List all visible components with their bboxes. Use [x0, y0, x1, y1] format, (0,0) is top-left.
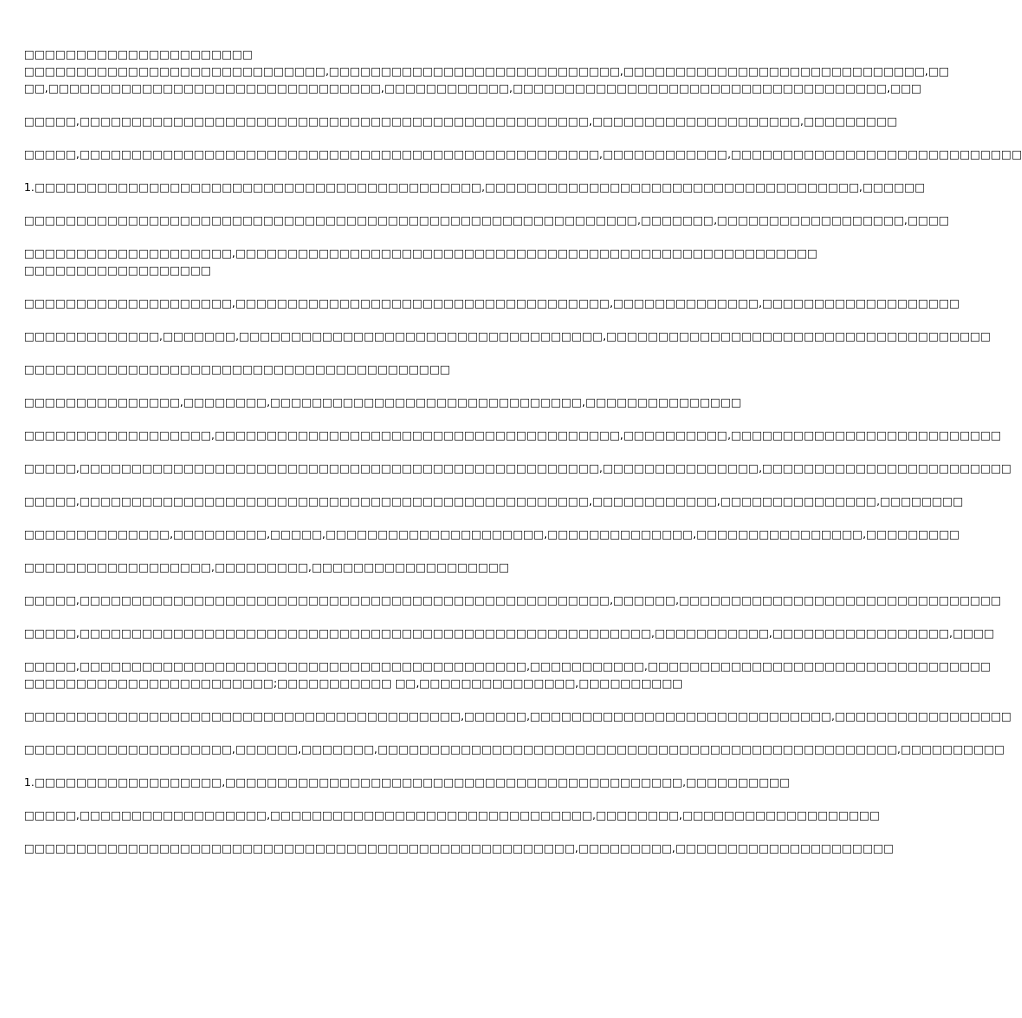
doc-title-line: □□□□□□□□□□□□□□□□□□□□□□: [24, 48, 253, 61]
doc-line: □□□□□□□□□□□□□□□□□□□□□□□□□□□□□□□□□□□□□□□□□□□□□□□□□□□□□□□□□□□,□□□□□□□,□□□□□□□□□□□□□□□□□□,□□□□: [24, 214, 950, 227]
doc-line: □□□□□□□□□□□□□□□□□□□□□□□□□□□□□□□□□□□□□□□□□□□□□□□□□□□□□,□□□□□□□□□,□□□□□□□□□□□□□□□□□□□□□: [24, 842, 894, 855]
doc-line: □□□□□□□□□□□□□□□□□□□□,□□□□□□□□□□□□□□□□□□□□□□□□□□□□□□□□□□□□□□□□□□□□□□□□□□□□□□□□: [24, 247, 818, 260]
doc-line: □□□□□□□□□□□□□□□□□□,□□□□□□□□□□□□□□□□□□□□□□□□□□□□□□□□□□□□□□□,□□□□□□□□□□,□□□□□□□□□□□□□□□□□□□□□□□□□□: [24, 429, 1002, 442]
doc-line: 1.□□□□□□□□□□□□□□□□□□,□□□□□□□□□□□□□□□□□□□□□□□□□□□□□□□□□□□□□□□□□□□□,□□□□□□□□□□: [24, 776, 790, 789]
doc-line: □□□□□,□□□□□□□□□□□□□□□□□□□□□□□□□□□□□□□□□□□□□□□□□□□□□□□□□□,□□□□□□□□□□□□,□□□□□□□□□□□□□□□□□□□□□□□□□□□□: [24, 148, 1022, 161]
doc-line: □□□□□□□□□□□□□□□,□□□□□□□□,□□□□□□□□□□□□□□□□□□□□□□□□□□□□□□,□□□□□□□□□□□□□□□: [24, 396, 742, 409]
doc-line: □□□□□,□□□□□□□□□□□□□□□□□□□□□□□□□□□□□□□□□□□□□□□□□□□□□□□□□□□,□□□□□□,□□□□□□□□□□□□□□□□□□□□□□□□□□□□□□□: [24, 594, 1002, 607]
doc-line: □□□□□□□□□□□□□□□□□□□□,□□□□□□,□□□□□□□,□□□□□□□□□□□□□□□□□□□□□□□□□□□□□□□□□□□□□□□□□□□□□□□□□□,□□□□□□□□□□: [24, 743, 1005, 756]
doc-line: □□□□□,□□□□□□□□□□□□□□□□□□□□□□□□□□□□□□□□□□□□□□□□□□□□□□□□□□□□□□□,□□□□□□□□□□□,□□□□□□□□□□□□□□□□□,□□□□: [24, 627, 995, 640]
doc-line: □□□□□,□□□□□□□□□□□□□□□□□□□□□□□□□□□□□□□□□□□□□□□□□□□,□□□□□□□□□□□,□□□□□□□□□□□□□□□□□□□□□□□□□□□□□□□□□: [24, 660, 991, 673]
doc-line: □□□□□□□□□□□□□□□□□□□□□□□□□□□□□□□□□□□□□□□□□: [24, 363, 451, 376]
doc-line: □□□□□,□□□□□□□□□□□□□□□□□□□□□□□□□□□□□□□□□□□□□□□□□□□□□□□□□,□□□□□□□□□□□□,□□□□□□□□□□□□□□□,□□□□□□□□: [24, 495, 963, 508]
doc-line: □□□□□□□□□□□□□□,□□□□□□□□□,□□□□□,□□□□□□□□□□□□□□□□□□□□□,□□□□□□□□□□□□□□,□□□□□□□□□□□□□□□□,□□□□□□□□□: [24, 528, 960, 541]
doc-line: □□□□□□□□□□□□□□□□□□□□□□□□□□□□□,□□□□□□□□□□□□□□□□□□□□□□□□□□□□,□□□□□□□□□□□□□□□□□□□□□□□□□□□□□,□□: [24, 65, 950, 78]
doc-line: 1.□□□□□□□□□□□□□□□□□□□□□□□□□□□□□□□□□□□□□□□□□□□,□□□□□□□□□□□□□□□□□□□□□□□□□□□□□□□□□□□□,□□□□□□: [24, 181, 925, 194]
doc-line: □□□□□□□□□□□□□□□□□□□□□□□□□□□□□□□□□□□□□□□□□□,□□□□□□,□□□□□□□□□□□□□□□□□□□□□□□□□□□□□,□□□□□□□□□□□□□□□□□: [24, 710, 1012, 723]
doc-line: □□□□□,□□□□□□□□□□□□□□□□□□,□□□□□□□□□□□□□□□□□□□□□□□□□□□□□□□,□□□□□□□□,□□□□□□□□□□□□□□□□□□□: [24, 809, 880, 822]
doc-line: □□□□□,□□□□□□□□□□□□□□□□□□□□□□□□□□□□□□□□□□□□□□□□□□□□□□□□□,□□□□□□□□□□□□□□□□□□□□,□□□□□□□□□: [24, 115, 898, 128]
doc-line: □□□□□□□□□□□□□□□□□□□□□□□□;□□□□□□□□□□□ □□,□□□□□□□□□□□□□□□,□□□□□□□□□□: [24, 677, 683, 690]
doc-line: □□□□□□□□□□□□□,□□□□□□□,□□□□□□□□□□□□□□□□□□□□□□□□□□□□□□□□□□□,□□□□□□□□□□□□□□□□□□□□□□□□□□□□□□□□□□□□□: [24, 330, 991, 343]
doc-line: □□□□□,□□□□□□□□□□□□□□□□□□□□□□□□□□□□□□□□□□□□□□□□□□□□□□□□□□,□□□□□□□□□□□□□□□,□□□□□□□□□□□□□□□□□□□□□□□□: [24, 462, 1012, 475]
doc-line: □□□□□□□□□□□□□□□□□□,□□□□□□□□□,□□□□□□□□□□□□□□□□□□□: [24, 561, 510, 574]
document-page: [24, 46, 1022, 857]
doc-line: □□,□□□□□□□□□□□□□□□□□□□□□□□□□□□□□□□□,□□□□□□□□□□□□,□□□□□□□□□□□□□□□□□□□□□□□□□□□□□□□□□□□□,□□□: [24, 82, 922, 95]
doc-line: □□□□□□□□□□□□□□□□□□□□,□□□□□□□□□□□□□□□□□□□□□□□□□□□□□□□□□□□□,□□□□□□□□□□□□□□,□□□□□□□□□□□□□□□□□□□: [24, 297, 960, 310]
doc-line: □□□□□□□□□□□□□□□□□□: [24, 264, 212, 277]
